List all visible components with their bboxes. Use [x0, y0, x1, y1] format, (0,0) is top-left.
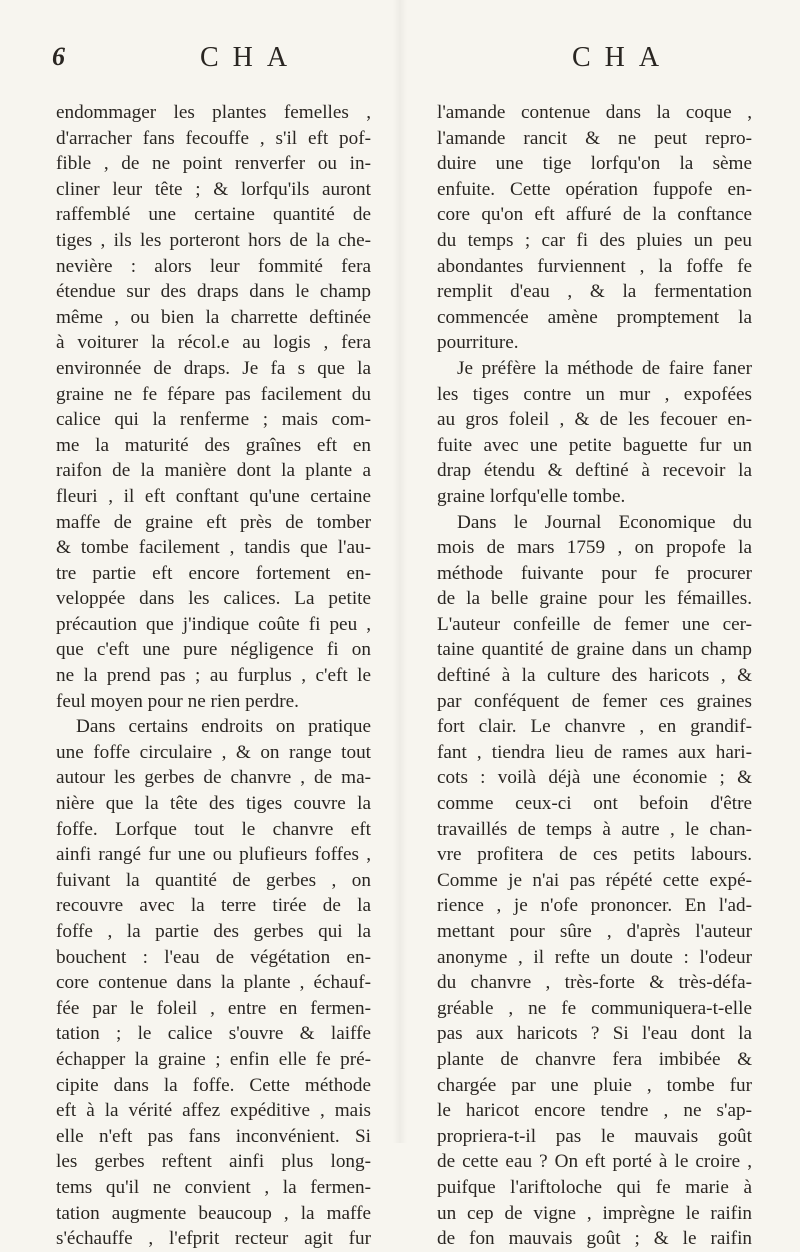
- text-line: Comme je n'ai pas répété cette expé-: [437, 869, 752, 891]
- text-line: fible , de ne point renverfer ou in-: [56, 153, 371, 175]
- text-line: méthode fuivante pour fe procurer: [437, 562, 752, 584]
- text-line: fuivant la quantité de gerbes , on: [56, 869, 371, 891]
- text-line: recouvre avec la terre tirée de la: [56, 895, 371, 917]
- text-line: s'échauffe , l'efprit recteur agit fur: [56, 1228, 371, 1250]
- text-line: au gros foleil , & de les fecouer en-: [437, 409, 752, 431]
- text-line: veloppée dans les calices. La petite: [56, 588, 371, 610]
- running-head-left: CHA: [200, 42, 302, 73]
- text-line: abondantes furviennent , la foffe fe: [437, 255, 752, 277]
- text-line: tation ; le calice s'ouvre & laiffe: [56, 1023, 371, 1045]
- text-line: étendue sur des draps dans le champ: [56, 281, 371, 303]
- text-line: propriera-t-il pas le mauvais goût: [437, 1125, 752, 1147]
- text-line: endommager les plantes femelles ,: [56, 102, 371, 123]
- text-line: remplit d'eau , & la fermentation: [437, 281, 752, 303]
- text-line: comme ceux-ci ont befoin d'être: [437, 793, 752, 815]
- text-line: foffe. Lorfque tout le chanvre eft: [56, 818, 371, 840]
- text-line: maffe de graine eft près de tomber: [56, 511, 371, 533]
- text-line: du chanvre , très-forte & très-défa-: [437, 972, 752, 994]
- text-line: pourriture.: [437, 332, 519, 354]
- running-head: [52, 42, 752, 82]
- text-line: vre profitera de ces petits labours.: [437, 844, 752, 866]
- text-line: bouchent : l'eau de végétation en-: [56, 946, 371, 968]
- text-line: tems qu'il ne convient , la fermen-: [56, 1176, 371, 1198]
- text-line: foffe , la partie des gerbes qui la: [56, 921, 371, 942]
- text-line: fée par le foleil , entre en fermen-: [56, 997, 371, 1019]
- text-line: taine quantité de graine dans un champ: [437, 639, 752, 661]
- text-line: fleuri , il eft conftant qu'une certaine: [56, 485, 371, 507]
- text-line: ainfi rangé fur une ou plufieurs foffes ,: [56, 844, 371, 866]
- text-line: échapper la graine ; enfin elle fe pré-: [56, 1048, 371, 1070]
- text-line: me la maturité des graînes eft en: [56, 434, 371, 456]
- text-line: fuite avec une petite baguette fur un: [437, 434, 752, 456]
- text-line: mettant pour sûre , d'après l'auteur: [437, 921, 752, 942]
- text-line: & tombe facilement , tandis que l'au-: [56, 537, 371, 559]
- text-line: ne la prend pas ; au furplus , c'eft le: [56, 665, 371, 687]
- text-line: précaution que j'indique coûte fi peu ,: [56, 613, 371, 635]
- text-line: d'arracher fans fecouffe , s'il eft pof-: [56, 127, 371, 149]
- text-line: même , ou bien la charrette deftinée: [56, 306, 371, 328]
- text-line: raifon de la manière dont la plante a: [56, 460, 371, 482]
- text-line: le haricot encore tendre , ne s'ap-: [437, 1100, 752, 1122]
- text-line: que c'eft une pure négligence fi on: [56, 639, 371, 661]
- text-line: une foffe circulaire , & on range tout: [56, 741, 371, 763]
- text-line: autour les gerbes de chanvre , de ma-: [56, 767, 371, 789]
- text-line: tre partie eft encore fortement en-: [56, 562, 371, 584]
- text-line: deftiné à la culture des haricots , &: [437, 665, 752, 687]
- text-line: L'auteur confeille de femer une cer-: [437, 613, 752, 635]
- text-line: graine lorfqu'elle tombe.: [437, 485, 626, 507]
- text-line: de fon mauvais goût ; & le raifin: [437, 1228, 752, 1250]
- text-line: pas aux haricots ? Si l'eau dont la: [437, 1023, 752, 1045]
- text-line: drap étendu & deftiné à recevoir la: [437, 460, 752, 482]
- text-line: duire une tige lorfqu'on la sème: [437, 153, 752, 175]
- text-line: feul moyen pour ne rien perdre.: [56, 690, 299, 712]
- text-line: travaillés de temps à autre , le chan-: [437, 818, 752, 840]
- text-line: Je préfère la méthode de faire faner: [457, 357, 752, 379]
- text-line: les tiges contre un mur , expofées: [437, 383, 752, 405]
- text-line: un cep de vigne , imprègne le raifin: [437, 1202, 752, 1224]
- text-line: l'amande rancit & ne peut repro-: [437, 127, 752, 149]
- text-line: de la belle graine pour les fémailles.: [437, 588, 752, 610]
- text-line: graine ne fe fépare pas facilement du: [56, 383, 371, 405]
- text-line: plante de chanvre fera imbibée &: [437, 1048, 752, 1070]
- text-line: fort clair. Le chanvre , en grandif-: [437, 716, 752, 738]
- text-line: rience , je n'ofe prononcer. En l'ad-: [437, 895, 752, 917]
- right-column: [437, 100, 752, 1252]
- text-line: commencée amène promptement la: [437, 306, 752, 328]
- text-line: calice qui la renferme ; mais com-: [56, 409, 371, 431]
- text-line: à voiturer la récol.e au logis , fera: [56, 332, 371, 354]
- text-line: l'amande contenue dans la coque ,: [437, 102, 752, 123]
- text-line: raffemblé une certaine quantité de: [56, 204, 371, 226]
- text-line: puifque l'ariftoloche qui fe marie à: [437, 1176, 752, 1198]
- text-line: Dans le Journal Economique du: [457, 511, 752, 533]
- text-line: cliner leur tête ; & lorfqu'ils auront: [56, 178, 371, 200]
- text-line: elle n'eft pas fans inconvénient. Si: [56, 1125, 371, 1147]
- text-line: nevière : alors leur fommité fera: [56, 255, 371, 277]
- text-line: cipite dans la foffe. Cette méthode: [56, 1074, 371, 1096]
- running-head-right: CHA: [572, 42, 674, 73]
- text-line: chargée par une pluie , tombe fur: [437, 1074, 752, 1096]
- text-line: core qu'on eft affuré de la conftance: [437, 204, 752, 226]
- text-line: gréable , ne fe communiquera-t-elle: [437, 997, 752, 1019]
- text-line: nière que la tête des tiges couvre la: [56, 793, 371, 815]
- text-line: tation augmente beaucoup , la maffe: [56, 1202, 371, 1224]
- page-number: 6: [52, 42, 65, 71]
- text-line: les gerbes reftent ainfi plus long-: [56, 1151, 371, 1173]
- text-line: enfuite. Cette opération fuppofe en-: [437, 178, 752, 200]
- text-line: eft à la vérité affez expéditive , mais: [56, 1100, 371, 1122]
- text-line: de cette eau ? On eft porté à le croire ,: [437, 1151, 752, 1173]
- text-line: tiges , ils les porteront hors de la che-: [56, 229, 371, 251]
- left-column: [56, 100, 371, 1252]
- text-line: du temps ; car fi des pluies un peu: [437, 229, 752, 251]
- text-line: core contenue dans la plante , échauf-: [56, 972, 371, 994]
- text-line: cots : voilà déjà une économie ; &: [437, 767, 752, 789]
- text-line: environnée de draps. Je fa s que la: [56, 357, 371, 379]
- gutter-shadow: [393, 0, 407, 1143]
- text-line: Dans certains endroits on pratique: [76, 716, 371, 738]
- text-line: fant , tiendra lieu de rames aux hari-: [437, 741, 752, 763]
- text-line: par conféquent de femer ces graines: [437, 690, 752, 712]
- text-line: mois de mars 1759 , on propofe la: [437, 537, 752, 559]
- text-line: anonyme , il refte un doute : l'odeur: [437, 946, 752, 968]
